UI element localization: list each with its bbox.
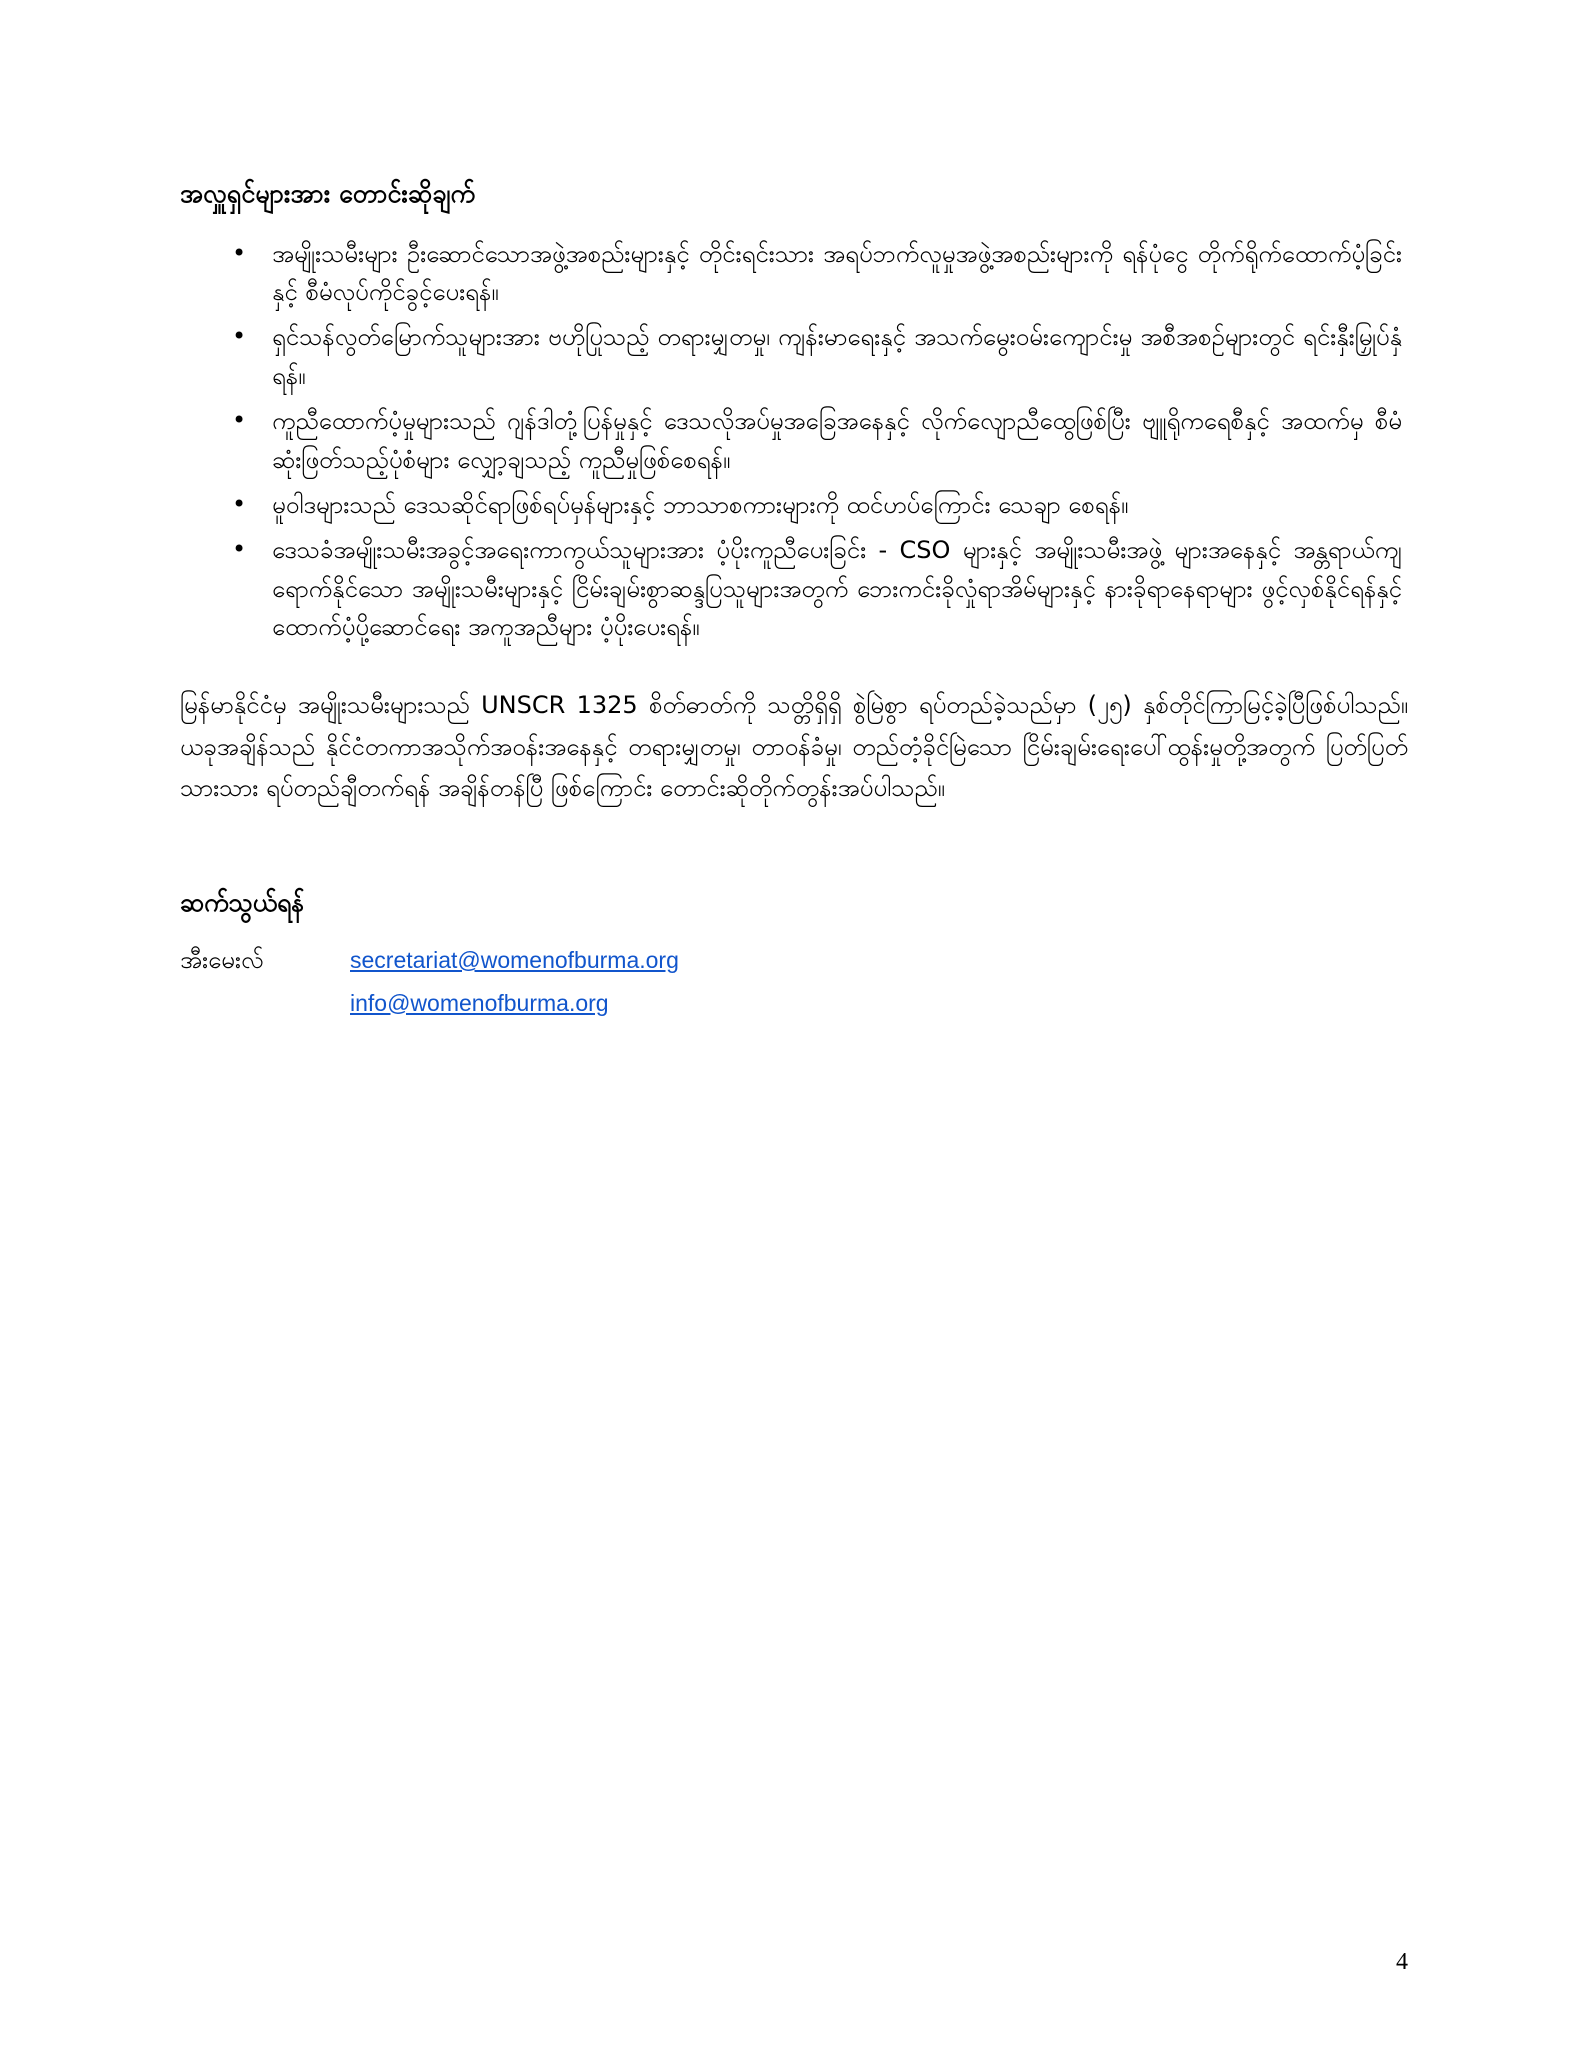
list-item: • မူဝါဒများသည် ဒေသဆိုင်ရာဖြစ်ရပ်မှန်များနှင့် ဘာသာစကားများကို ထင်ဟပ်ကြောင်း သေချာ စေရန်။ xyxy=(180,486,1408,525)
email-link-secretariat[interactable]: secretariat@womenofburma.org xyxy=(350,947,679,974)
contact-row xyxy=(180,938,1408,1024)
contact-email-links xyxy=(350,939,679,1024)
email-link-info[interactable]: info@womenofburma.org xyxy=(350,989,609,1016)
list-item: • ဒေသခံအမျိုးသမီးအခွင့်အရေးကာကွယ်သူများအား ပံ့ပိုးကူညီပေးခြင်း - CSO များနှင့် အမျိုးသမီးအဖွဲ့ များအနေနှင့် အန္တရာယ်ကျရောက်နိုင်သော အမျိုးသမီးများနှင့် ငြိမ်းချမ်းစွာဆန္ဒပြသူများအတွက် ဘေးကင်းခိုလှုံရာအိမ်များနှင့် နားခိုရာနေရာများ ဖွင့်လှစ်နိုင်ရန်နှင့် ထောက်ပံ့ပို့ဆောင်ရေး အကူအညီများ ပံ့ပိုးပေးရန်။ xyxy=(180,531,1408,648)
page-title: အလှူရှင်များအား တောင်းဆိုချက် xyxy=(180,179,476,208)
contact-heading: ဆက်သွယ်ရန် xyxy=(180,888,305,918)
contact-label-email: အီးမေးလ် xyxy=(180,946,264,975)
page-number: 4 xyxy=(1396,1949,1408,1975)
list-item: • ရှင်သန်လွတ်မြောက်သူများအား ဗဟိုပြုသည့် တရားမျှတမှု၊ ကျန်းမာရေးနှင့် အသက်မွေးဝမ်းကျောင်းမှု အစီအစဉ်များတွင် ရင်းနှီးမြှုပ်နှံရန်။ xyxy=(180,318,1408,396)
requests-list xyxy=(180,235,1408,648)
list-item: • အမျိုးသမီးများ ဦးဆောင်သောအဖွဲ့အစည်းများနှင့် တိုင်းရင်းသား အရပ်ဘက်လူမှုအဖွဲ့အစည်းများကို ရန်ပုံငွေ တိုက်ရိုက်ထောက်ပံ့ခြင်းနှင့် စီမံလုပ်ကိုင်ခွင့်ပေးရန်။ xyxy=(180,235,1408,313)
closing-paragraph: မြန်မာနိုင်ငံမှ အမျိုးသမီးများသည် UNSCR 1325 စိတ်ဓာတ်ကို သတ္တိရှိရှိ စွဲမြဲစွာ ရပ်တည်ခဲ့သည်မှာ (၂၅) နှစ်တိုင်ကြာမြင့်ခဲ့ပြီဖြစ်ပါသည်။ ယခုအချိန်သည် နိုင်ငံတကာအသိုက်အဝန်းအနေနှင့် တရားမျှတမှု၊ တာဝန်ခံမှု၊ တည်တံ့ခိုင်မြဲသော ငြိမ်းချမ်းရေးပေါ်ထွန်းမှုတို့အတွက် ပြတ်ပြတ်သားသား ရပ်တည်ချီတက်ရန် အချိန်တန်ပြီ ဖြစ်ကြောင်း တောင်းဆိုတိုက်တွန်းအပ်ပါသည်။ xyxy=(180,691,1408,802)
list-item: • ကူညီထောက်ပံ့မှုများသည် ဂျန်ဒါတုံ့ပြန်မှုနှင့် ဒေသလိုအပ်မှုအခြေအနေနှင့် လိုက်လျောညီထွေဖြစ်ပြီး ဗျူရိုကရေစီနှင့် အထက်မှ စီမံဆုံးဖြတ်သည့်ပုံစံများ လျှော့ချသည့် ကူညီမှုဖြစ်စေရန်။ xyxy=(180,402,1408,480)
